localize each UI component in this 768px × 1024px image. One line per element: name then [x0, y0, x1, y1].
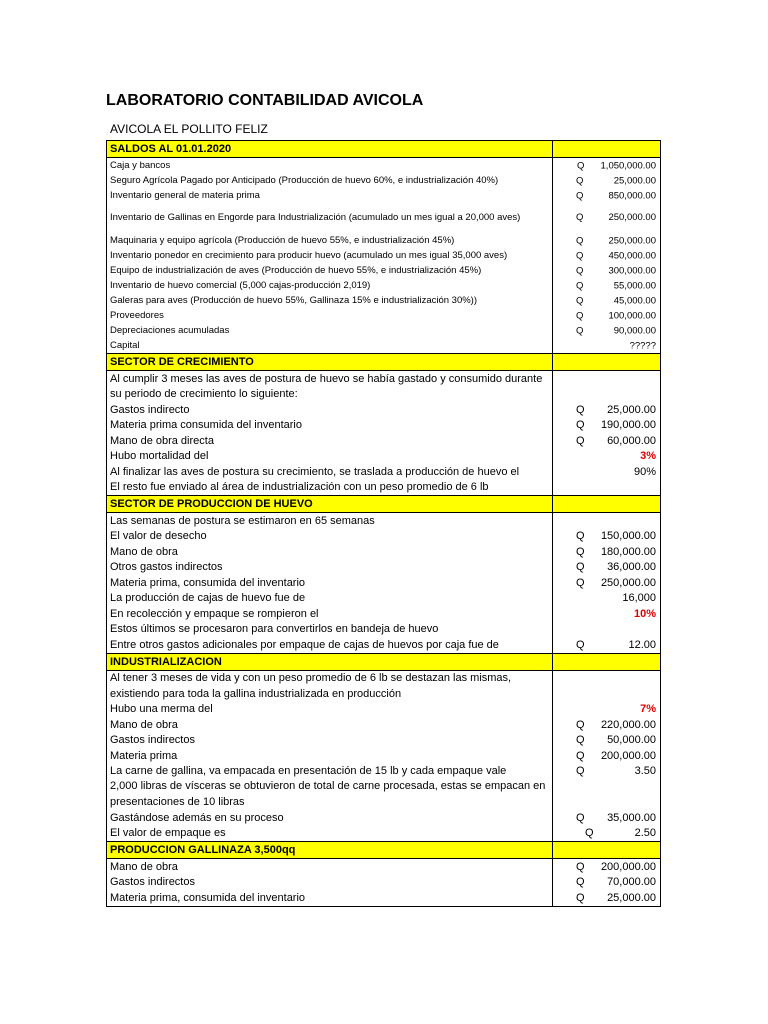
- currency-symbol: Q: [576, 638, 585, 651]
- amount-value: 850,000.00: [608, 190, 656, 201]
- row-value-cell: [553, 575, 661, 591]
- table-row: [107, 622, 661, 638]
- section-header-value-cell: [553, 653, 661, 670]
- table-row: [107, 263, 661, 278]
- row-description: Materia prima: [107, 748, 553, 764]
- table-row: [107, 529, 661, 545]
- table-row: [107, 810, 661, 826]
- table-row: [107, 464, 661, 480]
- company-name: AVICOLA EL POLLITO FELIZ: [110, 122, 268, 136]
- row-value-cell: [553, 464, 661, 480]
- row-value-cell: [553, 890, 661, 906]
- row-description: Caja y bancos: [107, 158, 553, 174]
- amount-value: 25,000.00: [607, 403, 656, 416]
- amount-value: 12.00: [628, 638, 656, 651]
- section-header: [107, 653, 661, 670]
- section-header: [107, 141, 661, 158]
- amount-value: 55,000.00: [613, 280, 656, 291]
- table-row: [107, 637, 661, 653]
- row-value-cell: [553, 779, 661, 810]
- row-description: Proveedores: [107, 308, 553, 323]
- table-row: [107, 733, 661, 749]
- row-value-cell: [553, 717, 661, 733]
- row-description: Mano de obra: [107, 717, 553, 733]
- row-value-cell: [553, 203, 661, 233]
- table-row: [107, 308, 661, 323]
- section-header-label: SECTOR DE CRECIMIENTO: [107, 354, 553, 371]
- row-value-cell: [553, 480, 661, 496]
- row-value-cell: [553, 371, 661, 387]
- table-row: [107, 670, 661, 686]
- currency-symbol: Q: [576, 576, 585, 589]
- amount-value: 200,000.00: [600, 749, 656, 762]
- amount-value: 35,000.00: [607, 811, 656, 824]
- table-row: [107, 826, 661, 842]
- amount-value: 25,000.00: [607, 891, 656, 904]
- row-description: Inventario de Gallinas en Engorde para Industrialización (acumulado un mes igual a 20,000 aves): [107, 203, 553, 233]
- row-value-cell: [553, 418, 661, 434]
- row-value-cell: [553, 233, 661, 248]
- row-description: su periodo de crecimiento lo siguiente:: [107, 387, 553, 403]
- row-description: El valor de empaque es: [107, 826, 553, 842]
- table-row: [107, 233, 661, 248]
- amount-value: 16,000: [622, 592, 656, 605]
- table-row: [107, 513, 661, 529]
- row-value-cell: [553, 529, 661, 545]
- section-header-value-cell: [553, 141, 661, 158]
- row-description: Hubo una merma del: [107, 702, 553, 718]
- row-value-cell: [553, 702, 661, 718]
- row-value-cell: [553, 544, 661, 560]
- table-row: [107, 323, 661, 338]
- row-value-cell: [553, 293, 661, 308]
- amount-value: 50,000.00: [607, 734, 656, 747]
- amount-value: 180,000.00: [600, 545, 656, 558]
- row-value-cell: [553, 513, 661, 529]
- section-header-value-cell: [553, 354, 661, 371]
- section-header-label: SECTOR DE PRODUCCION DE HUEVO: [107, 496, 553, 513]
- section-header-value-cell: [553, 842, 661, 859]
- table-row: [107, 480, 661, 496]
- currency-symbol: Q: [576, 434, 585, 447]
- amount-value: ?????: [629, 340, 656, 351]
- row-description: existiendo para toda la gallina industrializada en producción: [107, 686, 553, 702]
- row-value-cell: [553, 338, 661, 354]
- table-row: [107, 717, 661, 733]
- row-description: Mano de obra: [107, 859, 553, 875]
- row-value-cell: [553, 748, 661, 764]
- table-row: [107, 748, 661, 764]
- table-row: [107, 433, 661, 449]
- row-description: Inventario ponedor en crecimiento para producir huevo (acumulado un mes igual 35,000 aves): [107, 248, 553, 263]
- currency-symbol: Q: [577, 160, 585, 171]
- row-value-cell: [553, 826, 661, 842]
- amount-value: 220,000.00: [600, 718, 656, 731]
- document-title: LABORATORIO CONTABILIDAD AVICOLA: [106, 92, 424, 109]
- amount-value: 36,000.00: [607, 561, 656, 574]
- currency-symbol: Q: [576, 190, 584, 201]
- row-value-cell: [553, 449, 661, 465]
- currency-symbol: Q: [585, 827, 594, 840]
- row-value-cell: [553, 764, 661, 780]
- row-value-cell: [553, 810, 661, 826]
- section-header-value-cell: [553, 496, 661, 513]
- row-description: Entre otros gastos adicionales por empaque de cajas de huevos por caja fue de: [107, 637, 553, 653]
- table-row: [107, 779, 661, 810]
- row-description: La carne de gallina, va empacada en presentación de 15 lb y cada empaque vale: [107, 764, 553, 780]
- table-row: [107, 890, 661, 906]
- row-description: Materia prima, consumida del inventario: [107, 890, 553, 906]
- table-row: [107, 158, 661, 174]
- table-row: [107, 544, 661, 560]
- table-row: [107, 338, 661, 354]
- currency-symbol: Q: [576, 310, 584, 321]
- table-row: [107, 859, 661, 875]
- row-value-cell: [553, 387, 661, 403]
- currency-symbol: Q: [576, 561, 585, 574]
- table-row: [107, 248, 661, 263]
- row-description: Gastos indirectos: [107, 875, 553, 891]
- currency-symbol: Q: [576, 403, 585, 416]
- amount-value: 90%: [633, 465, 656, 478]
- amount-value: 300,000.00: [608, 265, 656, 276]
- currency-symbol: Q: [576, 419, 585, 432]
- currency-symbol: Q: [576, 545, 585, 558]
- percentage-highlight: 3%: [640, 450, 656, 463]
- currency-symbol: Q: [576, 765, 585, 778]
- amount-value: 2.50: [634, 827, 656, 840]
- row-value-cell: [553, 323, 661, 338]
- row-description: La producción de cajas de huevo fue de: [107, 591, 553, 607]
- currency-symbol: Q: [576, 295, 584, 306]
- row-value-cell: [553, 859, 661, 875]
- row-description: El valor de desecho: [107, 529, 553, 545]
- amount-value: 100,000.00: [608, 310, 656, 321]
- amount-value: 60,000.00: [607, 434, 656, 447]
- currency-symbol: Q: [576, 235, 584, 246]
- row-description: Inventario general de materia prima: [107, 188, 553, 203]
- table-row: [107, 591, 661, 607]
- amount-value: 190,000.00: [600, 419, 656, 432]
- percentage-highlight: 10%: [633, 607, 656, 620]
- row-description: Materia prima consumida del inventario: [107, 418, 553, 434]
- currency-symbol: Q: [576, 860, 585, 873]
- row-description: Gastos indirectos: [107, 733, 553, 749]
- row-description: Depreciaciones acumuladas: [107, 323, 553, 338]
- row-description: Galeras para aves (Producción de huevo 55%, Gallinaza 15% e industrialización 30%)): [107, 293, 553, 308]
- row-description: Al cumplir 3 meses las aves de postura de huevo se había gastado y consumido durante: [107, 371, 553, 387]
- row-description: Materia prima, consumida del inventario: [107, 575, 553, 591]
- row-value-cell: [553, 402, 661, 418]
- table-row: [107, 875, 661, 891]
- row-description: Hubo mortalidad del: [107, 449, 553, 465]
- row-description: Al tener 3 meses de vida y con un peso promedio de 6 lb se destazan las mismas,: [107, 670, 553, 686]
- row-value-cell: [553, 686, 661, 702]
- table-row: [107, 387, 661, 403]
- row-value-cell: [553, 733, 661, 749]
- row-description: Mano de obra: [107, 544, 553, 560]
- table-row: [107, 188, 661, 203]
- currency-symbol: Q: [576, 265, 584, 276]
- table-row: [107, 371, 661, 387]
- currency-symbol: Q: [576, 749, 585, 762]
- row-description: Equipo de industrialización de aves (Producción de huevo 55%, e industrialización 45%): [107, 263, 553, 278]
- row-value-cell: [553, 433, 661, 449]
- row-value-cell: [553, 278, 661, 293]
- currency-symbol: Q: [576, 280, 584, 291]
- table-row: [107, 418, 661, 434]
- amount-value: 250,000.00: [608, 212, 656, 223]
- row-value-cell: [553, 173, 661, 188]
- row-description: Gastándose además en su proceso: [107, 810, 553, 826]
- amount-value: 90,000.00: [613, 325, 656, 336]
- amount-value: 25,000.00: [613, 175, 656, 186]
- row-value-cell: [553, 670, 661, 686]
- amount-value: 1,050,000.00: [600, 160, 656, 171]
- row-description: Seguro Agrícola Pagado por Anticipado (Producción de huevo 60%, e industrialización 40%): [107, 173, 553, 188]
- currency-symbol: Q: [576, 325, 584, 336]
- row-value-cell: [553, 248, 661, 263]
- table-row: [107, 686, 661, 702]
- amount-value: 450,000.00: [608, 250, 656, 261]
- amount-value: 45,000.00: [613, 295, 656, 306]
- table-row: [107, 449, 661, 465]
- table-row: [107, 173, 661, 188]
- section-header-label: SALDOS AL 01.01.2020: [107, 141, 553, 158]
- currency-symbol: Q: [576, 718, 585, 731]
- table-row: [107, 402, 661, 418]
- amount-value: 250,000.00: [608, 235, 656, 246]
- currency-symbol: Q: [576, 876, 585, 889]
- row-description: Estos últimos se procesaron para convertirlos en bandeja de huevo: [107, 622, 553, 638]
- row-value-cell: [553, 622, 661, 638]
- row-value-cell: [553, 606, 661, 622]
- row-value-cell: [553, 560, 661, 576]
- amount-value: 200,000.00: [600, 860, 656, 873]
- currency-symbol: Q: [576, 811, 585, 824]
- row-description: 2,000 libras de vísceras se obtuvieron de total de carne procesada, estas se empacan en presentaciones de 10 libras: [107, 779, 553, 810]
- currency-symbol: Q: [576, 891, 585, 904]
- sheet-body: [107, 141, 661, 907]
- table-row: [107, 203, 661, 233]
- section-header: [107, 842, 661, 859]
- row-value-cell: [553, 308, 661, 323]
- amount-value: 150,000.00: [600, 530, 656, 543]
- row-description: Al finalizar las aves de postura su crecimiento, se traslada a producción de huevo el: [107, 464, 553, 480]
- row-value-cell: [553, 875, 661, 891]
- section-header-label: INDUSTRIALIZACION: [107, 653, 553, 670]
- row-description: Capital: [107, 338, 553, 354]
- amount-value: 250,000.00: [600, 576, 656, 589]
- percentage-highlight: 7%: [640, 703, 656, 716]
- table-row: [107, 606, 661, 622]
- row-value-cell: [553, 188, 661, 203]
- row-description: Gastos indirecto: [107, 402, 553, 418]
- row-value-cell: [553, 591, 661, 607]
- row-description: El resto fue enviado al área de industrialización con un peso promedio de 6 lb: [107, 480, 553, 496]
- table-row: [107, 293, 661, 308]
- row-description: Maquinaria y equipo agrícola (Producción de huevo 55%, e industrialización 45%): [107, 233, 553, 248]
- table-row: [107, 575, 661, 591]
- row-description: Mano de obra directa: [107, 433, 553, 449]
- section-header-label: PRODUCCION GALLINAZA 3,500qq: [107, 842, 553, 859]
- currency-symbol: Q: [576, 250, 584, 261]
- row-description: Las semanas de postura se estimaron en 65 semanas: [107, 513, 553, 529]
- row-description: Otros gastos indirectos: [107, 560, 553, 576]
- row-value-cell: [553, 158, 661, 174]
- section-header: [107, 496, 661, 513]
- row-value-cell: [553, 263, 661, 278]
- row-description: En recolección y empaque se rompieron el: [107, 606, 553, 622]
- table-row: [107, 278, 661, 293]
- row-description: Inventario de huevo comercial (5,000 cajas-producción 2,019): [107, 278, 553, 293]
- table-row: [107, 560, 661, 576]
- accounting-sheet: [106, 140, 661, 907]
- currency-symbol: Q: [576, 530, 585, 543]
- currency-symbol: Q: [576, 734, 585, 747]
- table-row: [107, 702, 661, 718]
- amount-value: 3.50: [634, 765, 656, 778]
- currency-symbol: Q: [576, 212, 584, 223]
- amount-value: 70,000.00: [607, 876, 656, 889]
- section-header: [107, 354, 661, 371]
- table-row: [107, 764, 661, 780]
- row-value-cell: [553, 637, 661, 653]
- currency-symbol: Q: [576, 175, 584, 186]
